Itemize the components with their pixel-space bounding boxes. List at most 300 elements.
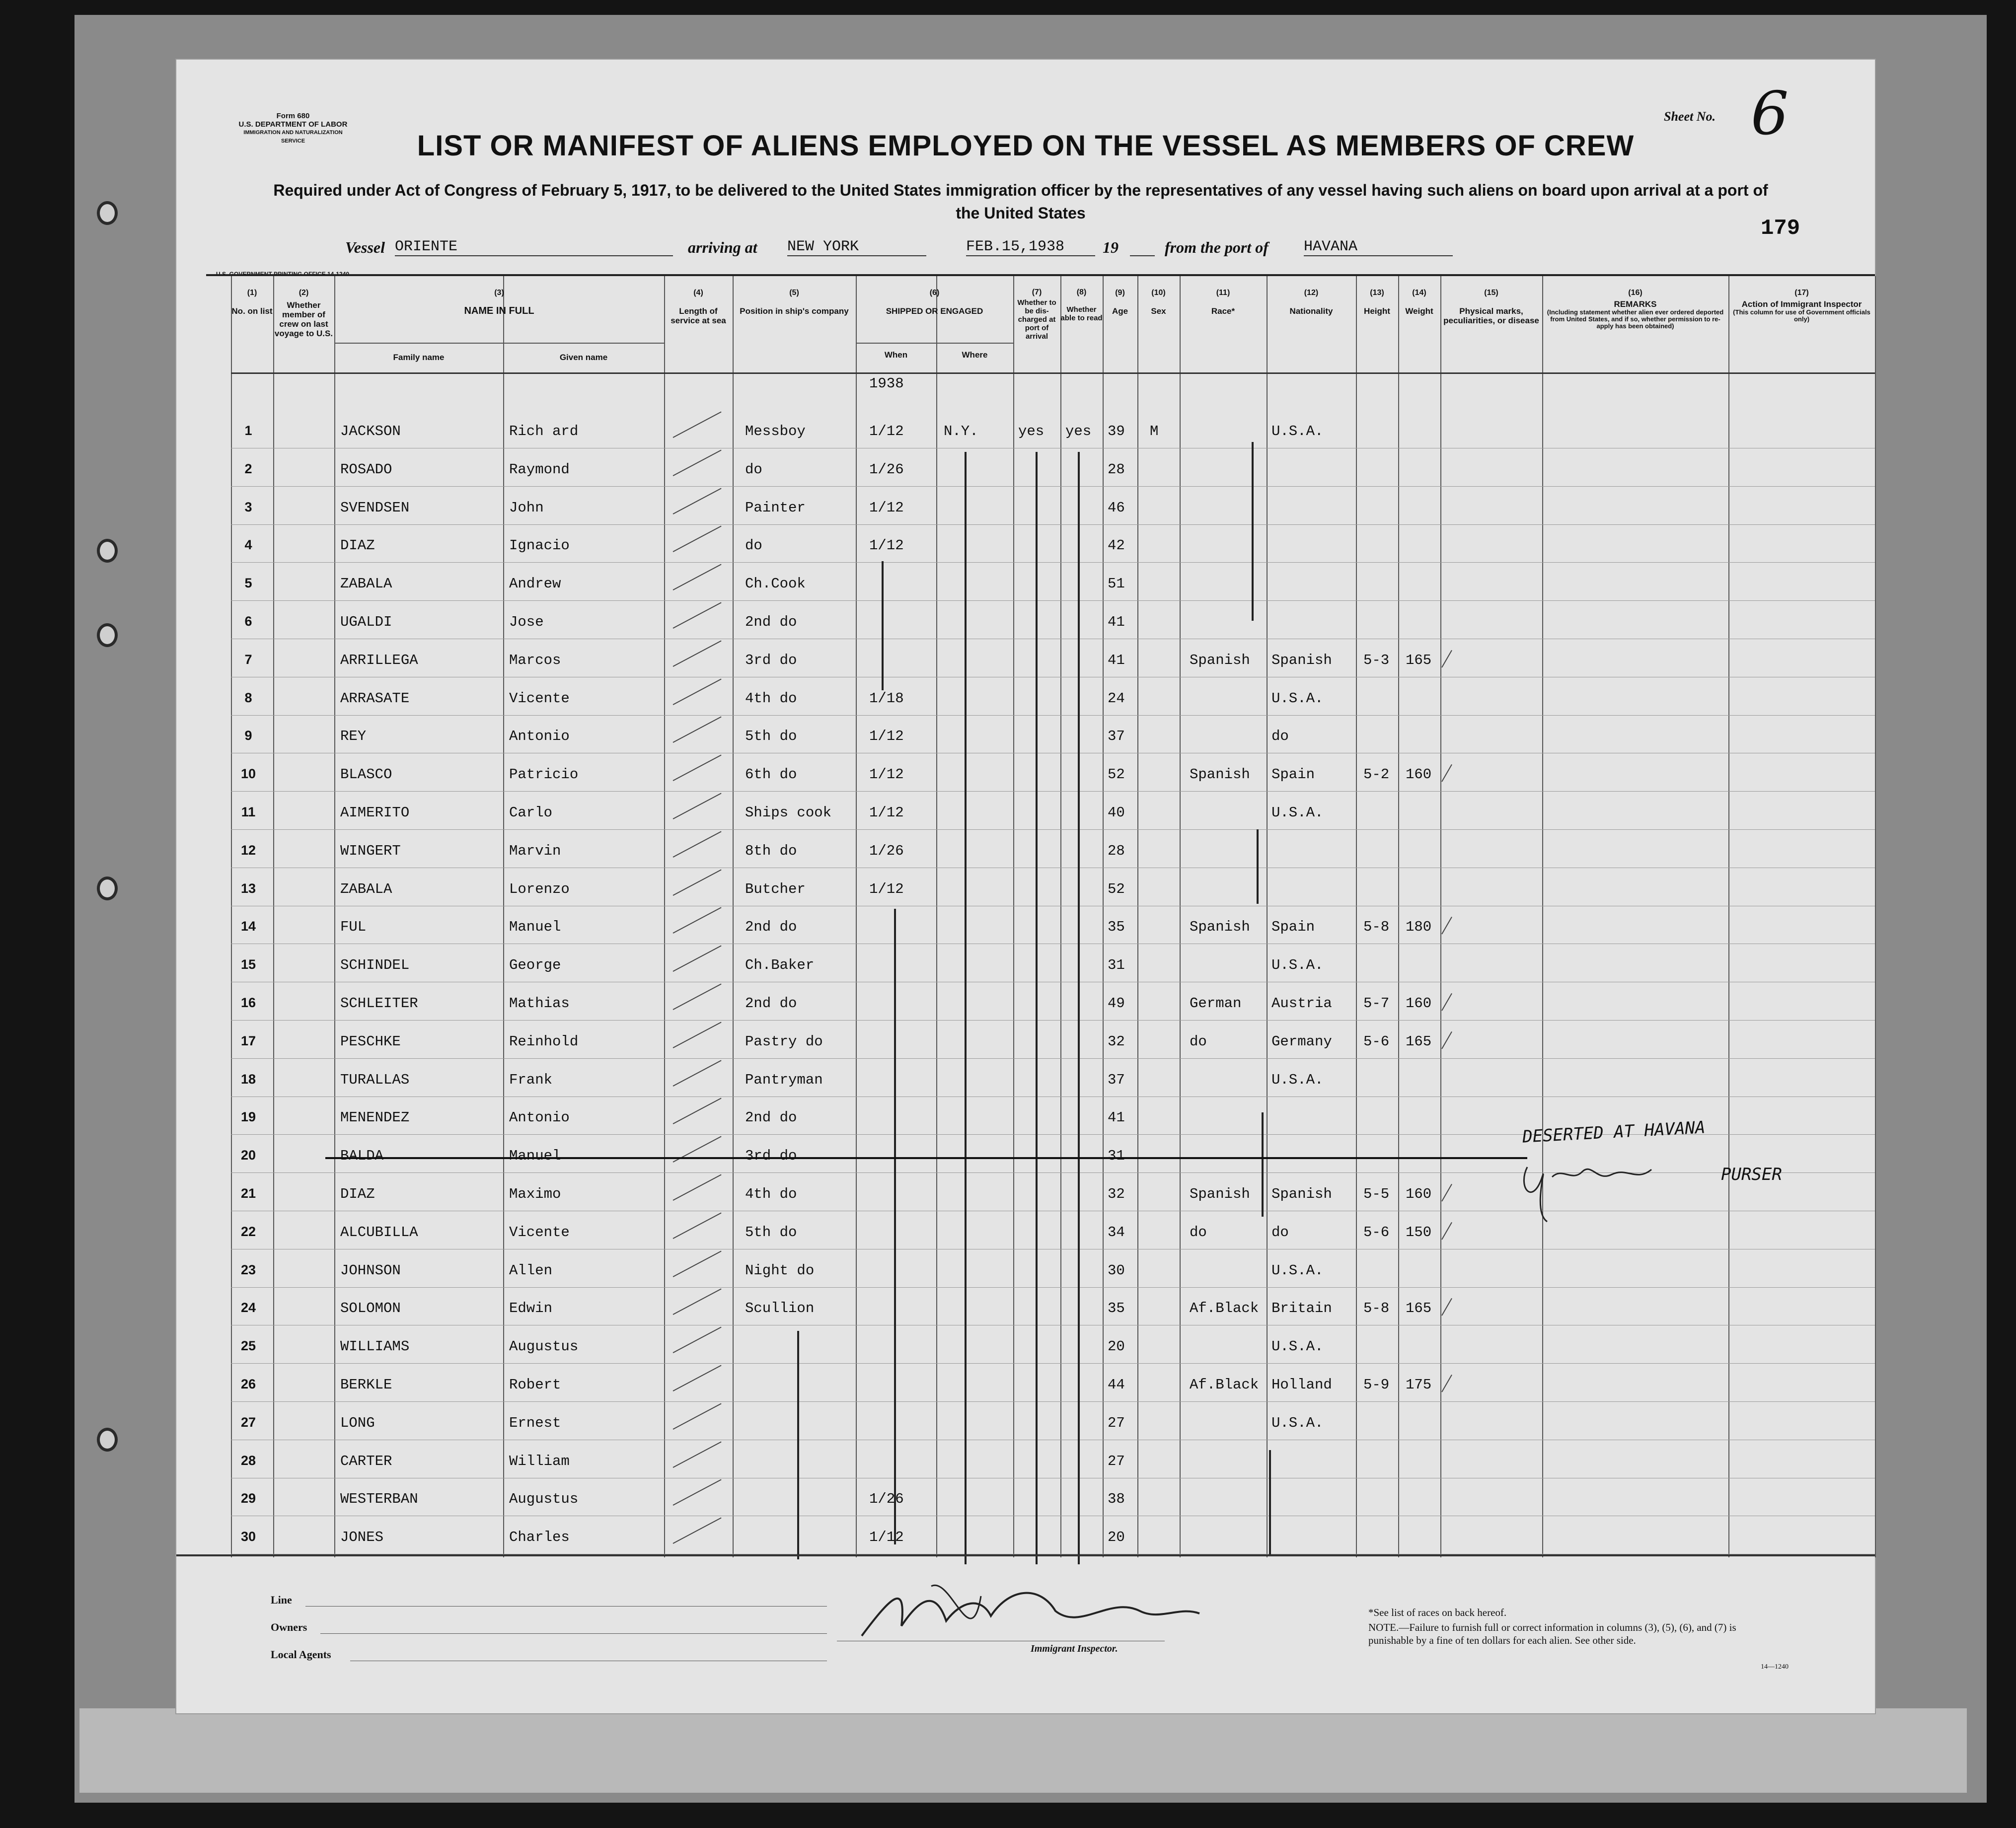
row-rule [231,715,1875,716]
tick-mark [673,1441,722,1467]
given-name-cell: Jose [509,614,544,630]
position-cell: 3rd do [745,1148,797,1165]
ditto-line [882,561,884,690]
given-name-cell: Antonio [509,728,570,745]
family-name-cell: WILLIAMS [340,1338,410,1355]
shipped-when-cell: 1/26 [869,1491,904,1508]
tick-mark [673,1479,722,1506]
family-name-cell: REY [340,728,367,745]
department-name: U.S. DEPARTMENT OF LABOR [238,120,348,129]
given-name-cell: Carlo [509,804,553,821]
tick-mark [673,1060,722,1086]
family-name-cell: DIAZ [340,1186,375,1202]
header-no-on-list: (1) No. on list [231,289,273,316]
shipped-where-cell: N.Y. [944,423,978,439]
row-number-cell: 22 [240,1224,256,1239]
age-cell: 44 [1108,1377,1125,1393]
nationality-cell: Holland [1271,1377,1332,1393]
column-rule [273,276,274,1557]
shipped-when-cell: 1/26 [869,461,904,478]
position-cell: Scullion [745,1300,815,1317]
nationality-cell: U.S.A. [1271,690,1324,707]
binder-hole [97,623,118,647]
position-cell: Ch.Cook [745,576,806,592]
height-cell: 5-9 [1363,1377,1390,1393]
ditto-line [1078,452,1080,1564]
height-cell: 5-3 [1363,652,1390,668]
check-mark [1441,1298,1452,1316]
nationality-cell: U.S.A. [1271,423,1324,439]
position-cell: Pantryman [745,1071,823,1088]
family-name-cell: ALCUBILLA [340,1224,418,1241]
arriving-label: arriving at [688,238,757,256]
row-number-cell: 15 [240,957,256,972]
age-cell: 20 [1108,1338,1125,1355]
owners-rule [320,1633,827,1634]
family-name-cell: CARTER [340,1453,392,1469]
nationality-cell: U.S.A. [1271,1262,1324,1279]
given-name-cell: Robert [509,1377,561,1393]
service-name: IMMIGRATION AND NATURALIZATION SERVICE [243,130,343,144]
height-cell: 5-8 [1363,919,1390,936]
header-shipped-engaged: (6) SHIPPED OR ENGAGED [886,289,983,316]
manifest-footer [176,1554,1875,1715]
race-cell: do [1190,1033,1207,1050]
row-number-cell: 3 [244,499,252,514]
from-port-label: from the port of [1165,238,1269,256]
tick-mark [673,946,722,972]
row-number-cell: 21 [240,1186,256,1201]
weight-cell: 165 [1406,652,1432,668]
position-cell: 6th do [745,766,797,783]
tick-mark [673,869,722,895]
tick-mark [673,449,722,476]
race-cell: Af.Black [1190,1377,1259,1393]
tick-mark [673,793,722,819]
row-number-cell: 23 [240,1262,256,1277]
year-entry: 1938 [869,375,904,392]
header-discharged: (7) Whether to be dis-charged at port of arrival [1017,288,1056,341]
family-name-cell: SCHLEITER [340,995,418,1012]
column-rule [1103,276,1104,1557]
age-cell: 42 [1108,537,1125,554]
age-cell: 41 [1108,1109,1125,1126]
height-cell: 5-5 [1363,1186,1390,1202]
height-cell: 5-6 [1363,1033,1390,1050]
column-rule [856,276,857,1557]
age-cell: 35 [1108,919,1125,936]
inspector-label: Immigrant Inspector. [1031,1643,1118,1654]
column-rule [664,276,665,1557]
position-cell: 4th do [745,1186,797,1202]
position-cell: 4th do [745,690,797,707]
race-cell: Spanish [1190,1186,1250,1202]
tick-mark [673,717,722,743]
position-cell: Ch.Baker [745,957,815,974]
tick-mark [673,1518,722,1544]
age-cell: 46 [1108,499,1125,516]
header-subrule [856,343,1013,344]
header-height: (13) Height [1364,289,1390,316]
weight-cell: 175 [1406,1377,1432,1393]
age-cell: 31 [1108,1148,1125,1165]
position-cell: Painter [745,499,806,516]
tick-mark [673,1289,722,1315]
header-remarks: (16) REMARKS (Including statement whether alien ever ordered deported from United States, and if so, whether permission to re-apply has been obtained) [1547,289,1724,330]
row-rule [231,562,1875,563]
printing-office-note: U.S. GOVERNMENT PRINTING OFFICE 14-1240 [216,271,350,278]
ditto-line [797,1331,799,1559]
row-number-cell: 11 [241,804,256,819]
weight-cell: 160 [1406,995,1432,1012]
column-rule [1180,276,1181,1557]
tick-mark [673,1327,722,1353]
age-cell: 24 [1108,690,1125,707]
check-mark [1441,650,1452,668]
ditto-line [1252,442,1254,621]
row-rule [231,1020,1875,1021]
nationality-cell: Britain [1271,1300,1332,1317]
header-inspector-action: (17) Action of Immigrant Inspector (This column for use of Government officials only) [1733,289,1870,323]
position-cell: 8th do [745,842,797,859]
given-name-cell: George [509,957,561,974]
age-cell: 35 [1108,1300,1125,1317]
race-cell: Spanish [1190,766,1250,783]
given-name-cell: Ignacio [509,537,570,554]
row-rule [231,791,1875,792]
nationality-cell: Spain [1271,766,1315,783]
weight-cell: 160 [1406,766,1432,783]
page-title: LIST OR MANIFEST OF ALIENS EMPLOYED ON THE VESSEL AS MEMBERS OF CREW [417,130,1635,162]
deserted-remark: DESERTED AT HAVANA [1522,1117,1706,1147]
shipped-when-cell: 1/12 [869,804,904,821]
tick-mark [673,488,722,514]
race-cell: Af.Black [1190,1300,1259,1317]
shipped-when-cell: 1/12 [869,423,904,439]
given-name-cell: Ernest [509,1414,561,1431]
header-when: When [884,350,908,360]
weight-cell: 180 [1406,919,1432,936]
check-mark [1441,764,1452,782]
position-cell: Messboy [745,423,806,439]
position-cell: 2nd do [745,919,797,936]
tick-mark [673,564,722,590]
given-name-cell: Edwin [509,1300,553,1317]
ditto-line [894,909,896,1544]
row-number-cell: 14 [240,919,256,934]
given-name-cell: Charles [509,1529,570,1546]
given-name-cell: John [509,499,544,516]
column-rule [1137,276,1138,1557]
given-name-cell: William [509,1453,570,1469]
family-name-cell: SCHINDEL [340,957,410,974]
family-name-cell: DIAZ [340,537,375,554]
tick-mark [673,831,722,857]
row-number-cell: 1 [244,423,252,438]
tick-mark [673,907,722,934]
given-name-cell: Rich ard [509,423,579,439]
age-cell: 51 [1108,576,1125,592]
column-rule [936,276,937,1557]
sheet-number-label: Sheet No. [1664,109,1716,124]
family-name-cell: FUL [340,919,367,936]
column-rule [334,276,335,1557]
nationality-cell: U.S.A. [1271,804,1324,821]
discharged-at-arrival-cell: yes [1018,423,1045,439]
weight-cell: 150 [1406,1224,1432,1241]
column-rule [733,276,734,1557]
ditto-line [1262,1112,1264,1217]
given-name-cell: Marcos [509,652,561,668]
age-cell: 30 [1108,1262,1125,1279]
nationality-cell: U.S.A. [1271,1338,1324,1355]
nationality-cell: U.S.A. [1271,1071,1324,1088]
age-cell: 32 [1108,1186,1125,1202]
age-cell: 38 [1108,1491,1125,1508]
age-cell: 28 [1108,461,1125,478]
tick-mark [673,1212,722,1239]
table-top-rule [206,274,1875,276]
header-last-voyage: (2) Whether member of crew on last voyage to U.S. [274,289,333,338]
binder-hole [97,1428,118,1452]
row-number-cell: 29 [240,1491,256,1506]
check-mark [1441,1375,1452,1392]
given-name-cell: Allen [509,1262,553,1279]
row-rule [231,600,1875,601]
row-number-cell: 17 [240,1033,256,1048]
nationality-cell: U.S.A. [1271,1414,1324,1431]
family-name-cell: SOLOMON [340,1300,401,1317]
row-number-cell: 16 [240,995,256,1010]
arriving-port: NEW YORK [787,238,926,256]
column-rule [1440,276,1441,1557]
row-rule [231,1287,1875,1288]
position-cell: Ships cook [745,804,832,821]
row-number-cell: 12 [240,842,256,858]
nationality-cell: Spanish [1271,652,1332,668]
row-number-cell: 18 [240,1071,256,1087]
given-name-cell: Patricio [509,766,579,783]
tick-mark [673,526,722,552]
age-cell: 41 [1108,614,1125,630]
vessel-info-line [345,238,1835,263]
given-name-cell: Vicente [509,690,570,707]
family-name-cell: ROSADO [340,461,392,478]
stamp-number: 179 [1761,216,1800,241]
weight-cell: 160 [1406,1186,1432,1202]
column-rule [1728,276,1729,1557]
position-cell: Butcher [745,880,806,897]
column-rule [1398,276,1399,1557]
sex-cell: M [1150,423,1159,439]
tick-mark [673,1098,722,1124]
given-name-cell: Frank [509,1071,553,1088]
position-cell: do [745,461,762,478]
underlying-page-edge [79,1708,1967,1793]
family-name-cell: JOHNSON [340,1262,401,1279]
column-rule [1267,276,1268,1557]
race-cell: do [1190,1224,1207,1241]
given-name-cell: Augustus [509,1338,579,1355]
check-mark [1441,993,1452,1011]
binder-hole [97,201,118,225]
given-name-cell: Vicente [509,1224,570,1241]
age-cell: 49 [1108,995,1125,1012]
row-number-cell: 24 [240,1300,256,1316]
shipped-when-cell: 1/12 [869,766,904,783]
able-to-read-cell: yes [1065,423,1092,439]
header-family-name: Family name [393,353,445,362]
row-number-cell: 6 [244,614,252,629]
family-name-cell: ZABALA [340,576,392,592]
age-cell: 34 [1108,1224,1125,1241]
family-name-cell: UGALDI [340,614,392,630]
family-name-cell: WINGERT [340,842,401,859]
check-mark [1441,1222,1452,1240]
age-cell: 27 [1108,1453,1125,1469]
column-rule [1060,276,1061,1557]
shipped-when-cell: 1/12 [869,1529,904,1546]
shipped-when-cell: 1/26 [869,842,904,859]
strikethrough-line [325,1157,1527,1159]
race-cell: Spanish [1190,652,1250,668]
row-rule [231,524,1875,525]
family-name-cell: ZABALA [340,880,392,897]
column-rule [1542,276,1543,1557]
race-cell: Spanish [1190,919,1250,936]
age-cell: 27 [1108,1414,1125,1431]
row-number-cell: 20 [240,1148,256,1163]
race-note: *See list of races on back hereof. [1368,1607,1507,1618]
family-name-cell: ARRASATE [340,690,410,707]
position-cell: do [745,537,762,554]
nationality-cell: do [1271,1224,1289,1241]
header-length-service: (4) Length of service at sea [671,289,726,325]
family-name-cell: JACKSON [340,423,401,439]
ditto-line [1036,452,1038,1564]
family-name-cell: PESCHKE [340,1033,401,1050]
family-name-cell: ARRILLEGA [340,652,418,668]
departure-port: HAVANA [1304,238,1453,256]
height-cell: 5-8 [1363,1300,1390,1317]
height-cell: 5-6 [1363,1224,1390,1241]
row-number-cell: 26 [240,1377,256,1391]
age-cell: 31 [1108,957,1125,974]
owners-label: Owners [271,1621,307,1633]
position-cell: 5th do [745,728,797,745]
weight-cell: 165 [1406,1300,1432,1317]
row-number-cell: 25 [240,1338,256,1354]
age-cell: 20 [1108,1529,1125,1546]
binder-hole [97,877,118,900]
age-cell: 28 [1108,842,1125,859]
tick-mark [673,678,722,705]
row-rule [231,486,1875,487]
family-name-cell: BERKLE [340,1377,392,1393]
form-number: Form 680 [276,112,310,120]
shipped-when-cell: 1/12 [869,537,904,554]
age-cell: 40 [1108,804,1125,821]
row-number-cell: 27 [240,1414,256,1430]
row-number-cell: 10 [240,766,256,782]
nationality-cell: Spain [1271,919,1315,936]
check-mark [1441,917,1452,935]
header-weight: (14) Weight [1405,289,1433,316]
family-name-cell: SVENDSEN [340,499,410,516]
family-name-cell: BALDA [340,1148,384,1165]
age-cell: 37 [1108,1071,1125,1088]
given-name-cell: Manuel [509,1148,561,1165]
height-cell: 5-7 [1363,995,1390,1012]
row-rule [231,1401,1875,1402]
tick-mark [673,640,722,666]
row-rule [231,1363,1875,1364]
ditto-line [1257,829,1259,904]
row-number-cell: 5 [244,576,252,591]
given-name-cell: Andrew [509,576,561,592]
age-cell: 52 [1108,880,1125,897]
binder-hole [97,539,118,563]
tick-mark [673,1365,722,1391]
position-cell: Pastry do [745,1033,823,1050]
header-subrule [334,343,664,344]
purser-remark: PURSER [1721,1165,1782,1184]
check-mark [1441,1031,1452,1049]
year-label: 19 [1103,238,1119,256]
shipped-when-cell: 1/18 [869,690,904,707]
age-cell: 32 [1108,1033,1125,1050]
shipped-when-cell: 1/12 [869,499,904,516]
row-number-cell: 7 [244,652,252,667]
page-subtitle: Required under Act of Congress of February 5, 1917, to be delivered to the United States immigration officer by the representatives of any vessel having such aliens on board upon arrival at a port of the United States [273,181,1768,222]
header-name-in-full: (3) NAME IN FULL [464,289,534,316]
header-physical-marks: (15) Physical marks, peculiarities, or disease [1443,289,1539,325]
tick-mark [673,1022,722,1048]
row-number-cell: 13 [240,880,256,896]
family-name-cell: MENENDEZ [340,1109,410,1126]
line-label: Line [271,1594,292,1606]
given-name-cell: Lorenzo [509,880,570,897]
row-number-cell: 4 [244,537,252,553]
family-name-cell: JONES [340,1529,384,1546]
vessel-name: ORIENTE [395,238,673,256]
header-age: (9) Age [1112,289,1128,316]
tick-mark [673,1403,722,1429]
column-rule [1013,276,1014,1557]
header-bottom-rule [231,372,1875,374]
row-number-cell: 8 [244,690,252,705]
tick-mark [673,983,722,1010]
given-name-cell: Raymond [509,461,570,478]
nationality-cell: Austria [1271,995,1332,1012]
ditto-line [1269,1450,1271,1554]
line-rule [305,1606,827,1607]
header-given-name: Given name [559,353,608,362]
given-name-cell: Maximo [509,1186,561,1202]
row-rule [231,829,1875,830]
tick-mark [673,602,722,628]
tick-mark [673,1250,722,1277]
family-name-cell: LONG [340,1414,375,1431]
age-cell: 37 [1108,728,1125,745]
given-name-cell: Manuel [509,919,561,936]
age-cell: 39 [1108,423,1125,439]
arrival-date: FEB.15,1938 [966,238,1095,256]
shipped-when-cell: 1/12 [869,880,904,897]
sheet-number: 6 [1751,79,1789,148]
header-able-to-read: (8) Whether able to read [1060,288,1103,322]
header-position: (5) Position in ship's company [740,289,849,316]
